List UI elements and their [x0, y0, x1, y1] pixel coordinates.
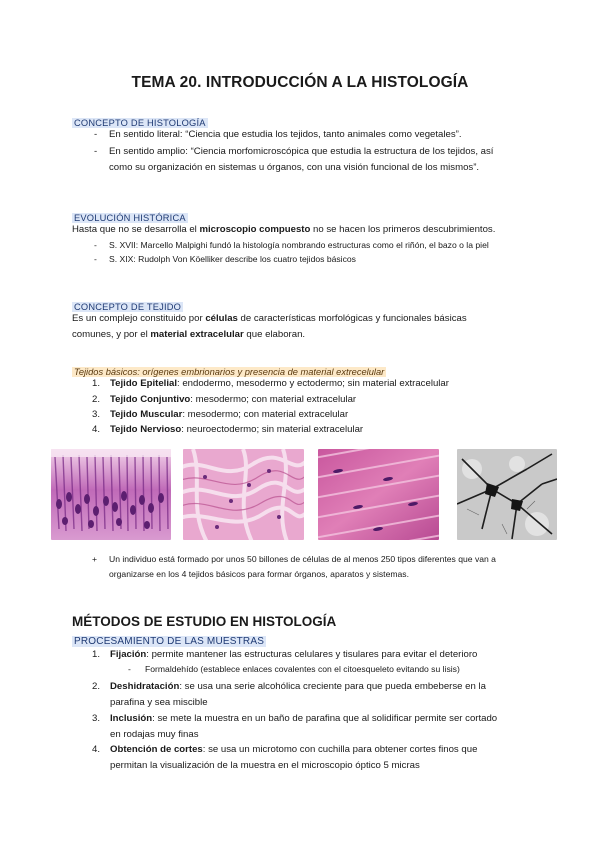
- plus-bullet: +: [92, 554, 98, 564]
- list-item-continuation: en rodajas muy finas: [110, 729, 199, 740]
- section-heading-evolucion: EVOLUCIÓN HISTÓRICA: [74, 213, 186, 223]
- list-item: S. XVII: Marcello Malpighi fundó la histología nombrando estructuras como el riñón, el bazo o la piel: [109, 240, 489, 250]
- nota-line-2: organizarse en los 4 tejidos básicos para formar órganos, aparatos y sistemas.: [109, 569, 409, 579]
- section-heading-concepto-histologia: CONCEPTO DE HISTOLOGÍA: [74, 118, 206, 128]
- numbered-item-nervioso: 4. Tejido Nervioso: neuroectodermo; sin material extracelular: [92, 424, 364, 435]
- dash-bullet: -: [94, 129, 98, 140]
- dash-bullet: -: [94, 254, 97, 264]
- dash-bullet: -: [128, 664, 131, 674]
- connective-tissue-image: [183, 449, 304, 540]
- list-item-continuation: parafina y sea miscible: [110, 697, 208, 708]
- dash-bullet: -: [94, 146, 98, 157]
- evolucion-intro: Hasta que no se desarrolla el microscopio compuesto no se hacen los primeros descubrimientos.: [72, 224, 496, 235]
- numbered-item-cortes: 4. Obtención de cortes: se usa un microtomo con cuchilla para obtener cortes finos que: [92, 744, 478, 755]
- procesamiento-subheading: PROCESAMIENTO DE LAS MUESTRAS: [74, 636, 265, 647]
- numbered-item-fijacion: 1. Fijación: permite mantener las estructuras celulares y tisulares para evitar el deterioro: [92, 649, 478, 660]
- tejido-definition-line-1: Es un complejo constituido por células de características morfológicas y funcionales básicas: [72, 313, 467, 324]
- tejidos-basicos-heading: Tejidos básicos: orígenes embrionarios y presencia de material extrecelular: [74, 367, 385, 377]
- section-heading-concepto-tejido: CONCEPTO DE TEJIDO: [74, 302, 182, 312]
- dash-bullet: -: [94, 240, 97, 250]
- nota-line-1: Un individuo está formado por unos 50 billones de células de al menos 250 tipos diferentes que van a: [109, 554, 496, 564]
- tejido-definition-line-2: comunes, y por el material extracelular que elaboran.: [72, 329, 306, 340]
- metodos-heading: MÉTODOS DE ESTUDIO EN HISTOLOGÍA: [72, 614, 337, 629]
- nervous-tissue-image: [457, 449, 557, 540]
- list-item-continuation: permitan la visualización de la muestra en el microscopio óptico 5 micras: [110, 760, 420, 771]
- epithelial-tissue-image: [51, 449, 171, 540]
- list-item: En sentido amplio: “Ciencia morfomicroscópica que estudia la estructura de los tejidos, así: [109, 146, 494, 157]
- numbered-item-deshidratacion: 2. Deshidratación: se usa una serie alcohólica creciente para que pueda embeberse en la: [92, 681, 486, 692]
- numbered-item-muscular: 3. Tejido Muscular: mesodermo; con material extracelular: [92, 409, 349, 420]
- numbered-item-epitelial: 1. Tejido Epitelial: endodermo, mesodermo y ectodermo; sin material extracelular: [92, 378, 449, 389]
- muscle-tissue-image: [318, 449, 439, 540]
- fijacion-subitem: Formaldehído (establece enlaces covalentes con el citoesqueleto evitando su lisis): [145, 664, 460, 674]
- list-item: S. XIX: Rudolph Von Köelliker describe los cuatro tejidos básicos: [109, 254, 356, 264]
- list-item: En sentido literal: “Ciencia que estudia los tejidos, tanto animales como vegetales”.: [109, 129, 462, 140]
- numbered-item-inclusion: 3. Inclusión: se mete la muestra en un baño de parafina que al solidificar permite ser cortado: [92, 713, 498, 724]
- list-item-continuation: como su organización en sistemas u órganos, con una visión funcional de los mismos”.: [109, 162, 480, 173]
- numbered-item-conjuntivo: 2. Tejido Conjuntivo: mesodermo; con material extracelular: [92, 394, 357, 405]
- page-title: TEMA 20. INTRODUCCIÓN A LA HISTOLOGÍA: [131, 74, 469, 91]
